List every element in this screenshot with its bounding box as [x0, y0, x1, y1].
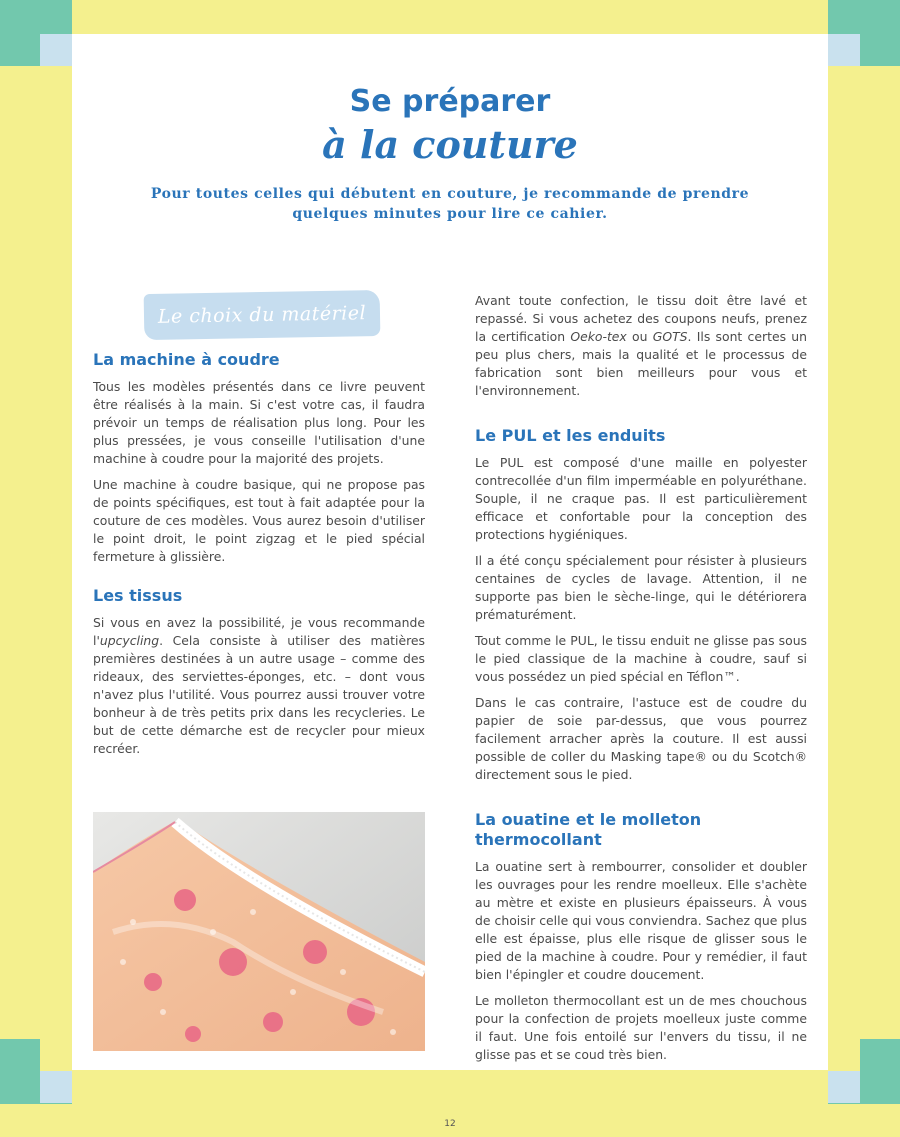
paragraph: Avant toute confection, le tissu doit être lavé et repassé. Si vous achetez des coupons neufs, prenez la certification Oeko-tex ou GOTS. Ils sont certes un peu plus chers, mais la qualité et le processus de fabrication sont bien meilleurs pour vous et l'environnement.: [475, 293, 807, 398]
page-content: [72, 34, 828, 1070]
paragraph: Dans le cas contraire, l'astuce est de coudre du papier de soie par-dessus, que vous pourrez facilement arracher après la couture. Il est aussi possible de coller du Masking tape® ou du Scotch® directement sous le pied.: [475, 695, 807, 782]
paragraph: Si vous en avez la possibilité, je vous recommande l'upcycling. Cela consiste à utiliser des matières premières destinées à un autre usage – comme des rideaux, des serviettes-éponges, etc. – dont vous n'avez plus l'utilité. Vous pourrez aussi trouver votre bonheur à de très petits prix dans les recycleries. Le but de cette démarche est de recycler pour mieux recréer.: [93, 615, 425, 756]
section-badge-label: Le choix du matériel: [157, 302, 367, 328]
paragraph: Tous les modèles présentés dans ce livre peuvent être réalisés à la main. Si c'est votre cas, il faudra prévoir un temps de réalisation plus long. Pour les plus pressées, je vous conseille l'utilisation d'une machine à coudre pour la majorité des projets.: [93, 379, 425, 466]
paragraph: La ouatine sert à rembourrer, consolider et doubler les ouvrages pour les rendre moelleux. Elle s'achète au mètre et existe en plusieurs épaisseurs. À vous de choisir celle qui vous conviendra. Sachez que plus elle est épaisse, plus elle risque de glisser sous le pied de la machine à coudre. Pour y remédier, il faut bien l'épingler et coudre doucement.: [475, 859, 807, 982]
corner-square: [828, 1071, 860, 1103]
intro-text: Pour toutes celles qui débutent en couture, je recommande de prendre quelques minutes pour lire ce cahier.: [150, 186, 750, 222]
right-column: [475, 292, 807, 1072]
heading-machine: La machine à coudre: [93, 350, 280, 369]
corner-square: [40, 1071, 72, 1103]
corner-block: [828, 0, 900, 34]
corner-block: [0, 34, 40, 66]
corner-block: [860, 34, 900, 66]
fabric-pouch-image: [93, 812, 425, 1051]
paragraph: Le molleton thermocollant est un de mes chouchous pour la confection de projets moelleux juste comme il faut. Une fois entoilé sur l'envers du tissu, il ne glisse pas et se coud très bien.: [475, 993, 807, 1062]
page-subtitle: à la couture: [322, 122, 578, 167]
paragraph: Une machine à coudre basique, qui ne propose pas de points spécifiques, est tout à fait adaptée pour la couture de ces modèles. Vous aurez besoin d'utiliser le point droit, le point zigzag et le pied spécial fermeture à glissière.: [93, 477, 425, 564]
section-badge: [144, 290, 381, 340]
page-title: Se préparer: [349, 84, 551, 119]
corner-block: [0, 1039, 40, 1071]
left-column: [93, 350, 425, 766]
heading-ouatine: La ouatine et le molleton thermocollant: [475, 810, 702, 849]
corner-square: [828, 34, 860, 66]
corner-block: [860, 1039, 900, 1071]
heading-pul: Le PUL et les enduits: [475, 426, 666, 445]
paragraph: Le PUL est composé d'une maille en polyester contrecollée d'un film imperméable en polyuréthane. Souple, il ne craque pas. Il est particulièrement efficace et confortable pour la conception des protections hygiéniques.: [475, 455, 807, 542]
corner-square: [40, 34, 72, 66]
corner-block: [0, 0, 72, 34]
page-number: 12: [444, 1119, 456, 1129]
paragraph: Tout comme le PUL, le tissu enduit ne glisse pas sous le pied classique de la machine à coudre, sauf si vous possédez un pied spécial en Téflon™.: [475, 633, 807, 684]
paragraph: Il a été conçu spécialement pour résister à plusieurs centaines de cycles de lavage. Attention, il ne supporte pas bien le sèche-linge, qui le détériorera prématurément.: [475, 553, 807, 622]
heading-tissus: Les tissus: [93, 586, 183, 605]
fabric-pouch-photo: [93, 812, 425, 1051]
